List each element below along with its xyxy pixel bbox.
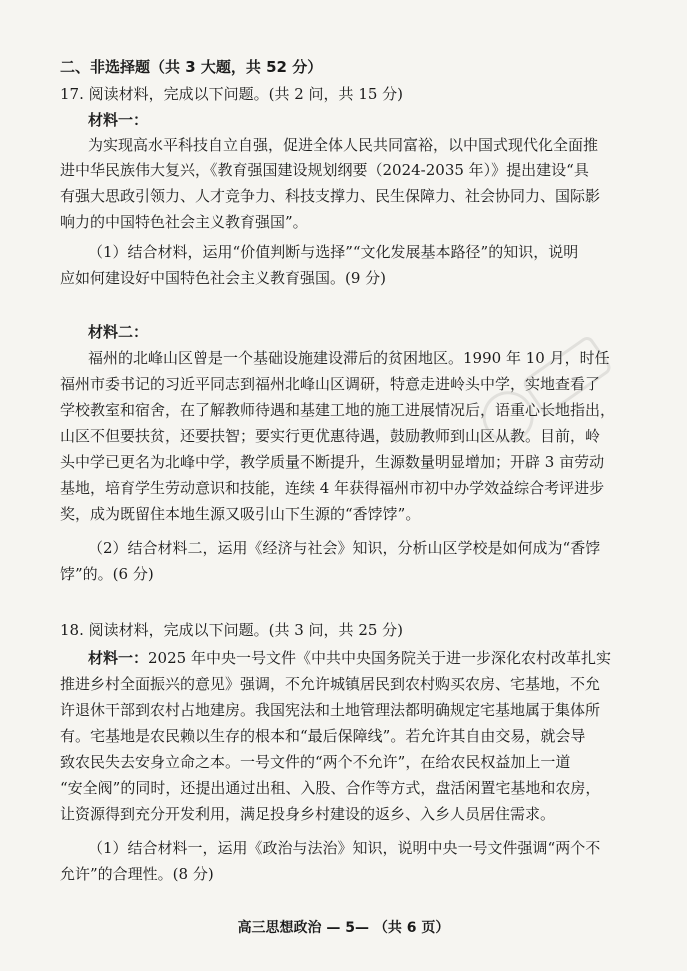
q17-material2-line: 山区不但要扶贫，还要扶智；要实行更优惠待遇，鼓励教师到山区从教。目前，岭 (60, 427, 601, 445)
q17-material2-line: 奖，成为既留住本地生源又吸引山下生源的“香饽饽”。 (60, 505, 421, 523)
q17-sub2-line: 饽”的。(6 分) (60, 565, 154, 583)
q17-material1-line: 为实现高水平科技自立自强，促进全体人民共同富裕，以中国式现代化全面推 (88, 136, 599, 154)
q17-material1-title: 材料一： (88, 111, 149, 129)
q18-sub1-line: （1）结合材料一，运用《政治与法治》知识，说明中央一号文件强调“两个不 (88, 839, 601, 857)
q17-material1-line: 响力的中国特色社会主义教育强国”。 (60, 213, 308, 231)
q17-material1-line: 有强大思政引领力、人才竞争力、科技支撑力、民生保障力、社会协同力、国际影 (60, 187, 601, 205)
q17-sub1-line: （1）结合材料，运用“价值判断与选择”“文化发展基本路径”的知识，说明 (88, 243, 579, 261)
q18-material1-text: 2025 年中央一号文件《中共中央国务院关于进一步深化农村改革扎实 (148, 649, 611, 667)
q17-sub1-line: 应如何建设好中国特色社会主义教育强国。(9 分) (60, 269, 387, 287)
page-footer: 高三思想政治 — 5— （共 6 页） (237, 920, 450, 936)
q18-material1-line: 让资源得到充分开发利用，满足投身乡村建设的返乡、入乡人员居住需求。 (60, 805, 556, 823)
q18-material1-line: 推进乡村全面振兴的意见》强调，不允许城镇居民到农村购买农房、宅基地，不允 (60, 675, 601, 693)
q17-material2-line: 学校教室和宿舍，在了解教师待遇和基建工地的施工进展情况后，语重心长地指出， (60, 401, 616, 419)
q18-material1-line: 致农民失去安身立命之本。一号文件的“两个不允许”，在给农民权益加上一道 (60, 753, 571, 771)
question-18-header: 18. 阅读材料，完成以下问题。(共 3 问，共 25 分) (60, 621, 404, 639)
q17-sub2-line: （2）结合材料二，运用《经济与社会》知识，分析山区学校是如何成为“香饽 (88, 539, 601, 557)
question-17-header: 17. 阅读材料，完成以下问题。(共 2 问，共 15 分) (60, 85, 404, 103)
section-title: 二、非选择题（共 3 大题，共 52 分） (60, 58, 323, 76)
q17-material2-title: 材料二： (88, 323, 149, 341)
q17-material2-line: 基地，培育学生劳动意识和技能，连续 4 年获得福州市初中办学效益综合考评进步 (60, 479, 605, 497)
q18-material1-line: “安全阀”的同时，还提出通过出租、入股、合作等方式，盘活闲置宅基地和农房， (60, 779, 601, 797)
q17-material2-line: 福州市委书记的习近平同志到福州北峰山区调研，特意走进岭头中学，实地查看了 (60, 375, 601, 393)
q18-material1-line: 许退休干部到农村占地建房。我国宪法和土地管理法都明确规定宅基地属于集体所 (60, 701, 601, 719)
watermark-stamp-icon (458, 311, 632, 471)
q17-material2-line: 福州的北峰山区曾是一个基础设施建设滞后的贫困地区。1990 年 10 月，时任 (88, 349, 610, 367)
q18-material1-title: 材料一： (88, 649, 149, 667)
q18-material1-first-line (88, 648, 611, 668)
q17-material1-line: 进中华民族伟大复兴，《教育强国建设规划纲要（2024-2035 年）》提出建设“具 (60, 161, 589, 179)
q17-material2-line: 头中学已更名为北峰中学，教学质量不断提升，生源数量明显增加；开辟 3 亩劳动 (60, 453, 605, 471)
q18-material1-line: 有。宅基地是农民赖以生存的根本和“最后保障线”。若允许其自由交易，就会导 (60, 727, 586, 745)
q18-sub1-line: 允许”的合理性。(8 分) (60, 865, 214, 883)
